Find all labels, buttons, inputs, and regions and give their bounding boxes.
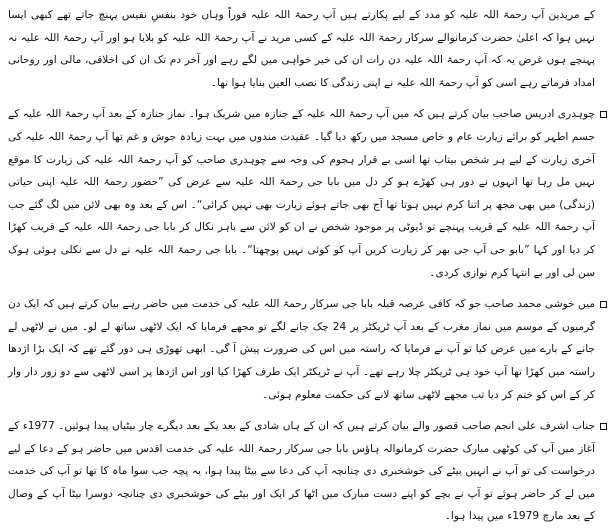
paragraph-text: جناب اشرف علی انجم صاحب قصور والے بیان کرتے ہیں کہ ان کے ہاں شادی کے بعد یکے بعد دیگرے چار بیٹیاں پیدا ہوئیں۔ 1977ء کے آغاز میں آپ کی کوٹھی مبارک حضرت کرمانوالہ ہاؤس بابا جی سرکار رحمۃ اللہ علیہ کی خدمت اقدس میں حاضر ہو کے دعا کے لیے درخواست کی تو آپ نے انہیں بیٹے کی خوشخبری دی چنانچہ آپ کی دعا سے بیٹا پیدا ہوا، یہ پچہ جب سوا ماہ کا تھا تو آپ کی خدمت میں لے کر حاضر ہوئے تو آپ نے بچے کو اپنے دست مبارک میں اٹھا کر ایک اور بیٹے کی خوشخبری دی چنانچہ دوسرا بیٹا آپ کے وصال کے بعد مارچ 1979ء میں پیدا ہوا۔ bbox=[8, 420, 595, 523]
paragraph-anecdote-ashraf-ali bbox=[8, 415, 607, 528]
square-bullet-icon bbox=[600, 301, 607, 308]
square-bullet-icon bbox=[600, 111, 607, 118]
paragraph-text: چوہدری ادریس صاحب بیان کرتے ہیں کہ میں آپ رحمۃ اللہ علیہ کے جنازہ میں شریک ہوا۔ نماز جنازہ کے بعد آپ رحمۃ اللہ علیہ کے جسم اطہر کو برائے زیارت عام و خاص مسجد میں رکھ دیا گیا۔ عقیدت مندوں میں بہت زیادہ جوش و غم تھا آپ رحمۃ اللہ علیہ کی آخری زیارت کے لیے ہر شخص بیتاب تھا اسی بے قرار ہجوم کی وجہ سے چوہدری صاحب کو آپ رحمۃ اللہ علیہ کی زیارت کا موقع نہیں مل رہا تھا انہوں نے دور ہی کھڑے ہو کر دل میں بابا جی رحمۃ اللہ علیہ سے عرض کی ”حضور رحمۃ اللہ علیہ اپنی حیاتی (زندگی) میں بھی مجھ پر اتنا کرم نہیں ہوتا تھا آج بھی جاتے ہوئے زیارت بھی نہیں کرائی“۔ اس کے بعد وہ بھی لائن میں لگ گئے جب آپ رحمۃ اللہ علیہ کے قریب پہنچے تو ڈیوٹی پر موجود شخص نے ان کو لائن سے باہر نکال کر بابا جی رحمۃ اللہ علیہ کے قریب کھڑا کر دیا اور کہا ”بابو جی آپ جی بھر کر زیارت کریں آپ کو کوئی نہیں پوچھتا“۔ بابا جی رحمۃ اللہ علیہ نے دل سے نکلی ہوئی ہوک سن لی اور بے انتہا کرم نوازی کردی۔ bbox=[8, 108, 595, 279]
paragraph-anecdote-idrees bbox=[8, 103, 607, 284]
paragraph-text: کے مریدین آپ رحمۃ اللہ علیہ کو مدد کے لیے پکارتے ہیں آپ رحمۃ اللہ علیہ فوراً وہاں خود بنفسِ نفیس پہنچ جاتے تھے کبھی ایسا نہیں ہوا کہ اعلیٰ حضرت کرمانوالے سرکار رحمۃ اللہ علیہ کے کسی مرید نے آپ رحمۃ اللہ علیہ کو بلایا ہو اور آپ رحمۃ اللہ علیہ نہ پہنچے ہوں غرض یہ کہ آپ رحمۃ اللہ علیہ دن رات ان کی خیر خواہی میں لگے رہے اور آخر دم تک ان کی اخلاقی، مالی اور روحانی امداد فرماتے رہے اسی کو آپ رحمۃ اللہ علیہ نے اپنی زندگی کا نصب العین بنایا ہوا تھا۔ bbox=[8, 9, 595, 89]
paragraph-intro bbox=[8, 4, 607, 94]
square-bullet-icon bbox=[600, 423, 607, 430]
paragraph-text: میں خوشی محمد صاحب جو کہ کافی عرصہ قبلہ بابا جی سرکار رحمۃ اللہ علیہ کی خدمت میں حاضر رہے بیان کرتے ہیں کہ ایک دن گرمیوں کے موسم میں نماز مغرب کے بعد آپ ٹریکٹر پر 24 چک جانے لگے تو مجھے فرمایا کہ ایک لاٹھی ساتھ لے لو۔ میں نے لاٹھی لے جانے کے بارے میں عرض کیا تو آپ نے فرمایا کہ راستہ میں اس کی ضرورت پیش آ گی۔ ابھی تھوڑی ہی دور گئے تھے کہ ایک بڑا اژدھا راستہ میں کھڑا تھا آپ خود ہی ٹریکٹر چلا رہے تھے۔ آپ نے ٹریکٹر ایک طرف کھڑا کیا اور اس اژدھا پر اسی لاٹھی سے دو زور دار وار کر کے اس کو ختم کر دیا تب مجھے لاٹھی ساتھ لانے کی حکمت معلوم ہوئی۔ bbox=[8, 298, 595, 401]
paragraph-anecdote-khushi-muhammad bbox=[8, 293, 607, 406]
